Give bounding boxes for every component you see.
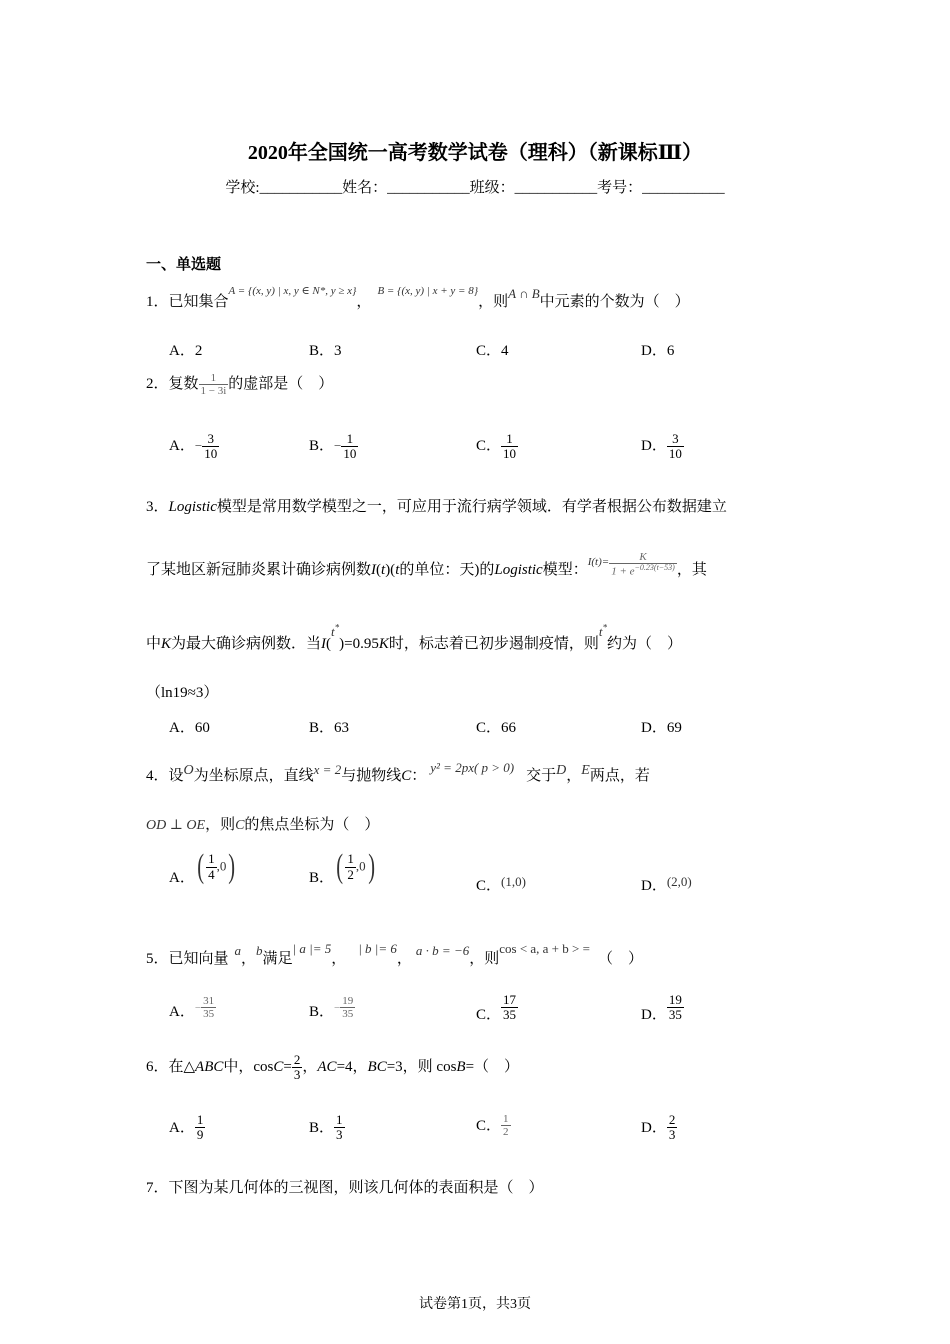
q4-option-b-tail: ,0 [355, 858, 366, 874]
q5-cond-2: | b |= 6 [358, 941, 397, 956]
q4-text-f: ， [566, 768, 582, 784]
q6-angle-c: C [273, 1059, 284, 1076]
q3-var-t: t [381, 561, 386, 578]
q3-logistic-2: Logistic [494, 561, 543, 578]
q6-option-d-num: 2 [668, 1112, 676, 1127]
q3-formula-frac [609, 551, 677, 578]
q5-cos-expr: cos < a, a + b > = [499, 941, 590, 956]
question-6 [146, 1053, 519, 1083]
q2-option-d-label: D． [641, 438, 667, 455]
question-3-line-1 [146, 495, 727, 516]
q3-formula-den [609, 563, 677, 578]
q2-suffix: 的虚部是（ ） [228, 376, 334, 393]
q3-var-t2: t [395, 561, 400, 578]
q2-option-b [309, 432, 358, 462]
q5-cond-1: | a |= 5 [292, 941, 332, 956]
q4-option-a-rparen: ) [228, 848, 236, 885]
q4-text-g: 两点，若 [589, 768, 650, 784]
q4-text-e: 交于 [526, 768, 557, 784]
q3-paren-open-2: ( [326, 636, 332, 652]
q4-text-h: ，则 [205, 817, 236, 833]
q6-frac [292, 1053, 303, 1083]
q4-text-i: 的焦点坐标为（ ） [244, 817, 380, 833]
q5-vector-b: b [256, 943, 263, 958]
q4-option-c [476, 874, 526, 895]
q5-text-g: （ ） [597, 951, 643, 967]
q3-option-a: A．60 [169, 720, 210, 736]
q4-perp: OD ⊥ OE [146, 818, 206, 833]
q4-point-o: O [183, 763, 194, 778]
q4-curve-c2: C [235, 818, 245, 833]
q2-option-c [476, 432, 518, 462]
q2-prefix: 2．复数 [146, 376, 199, 393]
q3-option-c: C．66 [476, 720, 517, 736]
q5-option-a [169, 995, 216, 1020]
q4-option-d [641, 874, 692, 895]
q5-option-d-frac [667, 993, 684, 1023]
q6-option-c-frac [501, 1113, 511, 1138]
q3-line3-text-d: 时，标志着已初步遏制疫情，则 [388, 636, 599, 652]
q6-side-ac: AC [317, 1059, 337, 1076]
q5-option-a-frac [201, 995, 216, 1020]
q3-tstar2-star: * [602, 622, 608, 633]
q3-var-k: K [161, 636, 172, 652]
q3-line2-text-d: ，其 [676, 561, 707, 578]
q4-text-d: ： [411, 768, 427, 784]
q2-option-d-num: 3 [672, 431, 679, 446]
q6-option-d-frac [667, 1113, 678, 1143]
q5-option-a-sign: − [194, 1002, 202, 1015]
q1-set-a: A = {(x, y) | x, y ∈ N*, y ≥ x} [228, 285, 357, 297]
q3-line3-text-b: 为最大确诊病例数．当 [171, 636, 322, 652]
q6-text-e: =4， [336, 1059, 368, 1076]
q3-formula-lhs: I(t)= [587, 555, 610, 568]
q6-side-bc: BC [367, 1059, 387, 1076]
q3-line1-text: 模型是常用数学模型之一，可应用于流行病学领域．有学者根据公布数据建立 [216, 499, 727, 515]
q6-option-a [169, 1113, 205, 1143]
q4-option-a-den: 4 [208, 866, 215, 882]
q6-text-b: 中，cos [223, 1059, 274, 1076]
q4-point-e: E [581, 763, 590, 778]
q4-text-b: 为坐标原点，直线 [193, 768, 314, 784]
q5-option-d [641, 993, 684, 1023]
q5-option-a-num: 31 [203, 995, 215, 1007]
q5-option-b-num: 19 [342, 995, 354, 1007]
q5-option-b-sign: − [334, 1002, 341, 1015]
q6-frac-den: 3 [293, 1067, 301, 1083]
q5-option-d-label: D． [641, 1007, 667, 1024]
q2-frac-den: 1 − 3i [200, 385, 227, 398]
q3-var-i2: I [321, 636, 327, 652]
q6-frac-num: 2 [293, 1052, 301, 1067]
q2-option-a-sign: − [194, 438, 203, 454]
q2-option-b-label: B． [309, 438, 335, 455]
q3-formula-den-base: 1 + e [611, 565, 635, 578]
q4-option-c-value: (1,0) [501, 874, 526, 889]
q1-option-b: B．3 [309, 343, 342, 359]
q5-option-c-label: C． [476, 1007, 502, 1024]
q3-line2-text-c: 模型： [542, 561, 588, 578]
q3-hint: （ln19≈3） [146, 685, 219, 701]
q4-option-d-label: D． [641, 878, 667, 894]
q1-option-c: C．4 [476, 343, 509, 359]
q3-line3-text-a: 中 [146, 636, 162, 652]
q4-option-b [309, 848, 377, 887]
q2-option-b-den: 10 [343, 446, 357, 462]
q6-option-b-den: 3 [336, 1127, 343, 1143]
q5-option-d-den: 35 [668, 1007, 682, 1023]
q2-option-c-den: 10 [503, 446, 517, 462]
student-info-line: 学校:___________姓名：___________班级：___________考号：___________ [225, 180, 725, 196]
q3-tstar-star: * [334, 622, 340, 633]
q4-option-a-tail: ,0 [216, 858, 227, 874]
q1-intersection: A ∩ B [508, 286, 540, 301]
q5-vector-a: a [234, 943, 242, 958]
q1-then: ，则 [478, 294, 509, 310]
q4-parabola-eq: y² = 2px( p > 0) [430, 760, 515, 775]
q4-option-b-frac [345, 852, 356, 882]
question-5 [146, 941, 643, 968]
q5-option-c [476, 993, 518, 1023]
q2-option-b-frac [341, 432, 358, 462]
q6-text-a: 6．在△ [146, 1059, 196, 1076]
question-1 [146, 285, 690, 311]
question-7: 7．下图为某几何体的三视图，则该几何体的表面积是（ ） [146, 1180, 544, 1196]
q5-option-d-num: 19 [668, 992, 682, 1007]
q1-set-b: B = {(x, y) | x + y = 8} [377, 285, 479, 297]
q4-text-c: 与抛物线 [341, 768, 402, 784]
q2-fraction [199, 372, 229, 397]
q6-option-b-label: B． [309, 1120, 335, 1137]
question-4-line-1 [146, 760, 650, 785]
q3-paren-open: ( [376, 561, 382, 578]
q6-option-b-num: 1 [336, 1112, 343, 1127]
q2-option-a-den: 10 [204, 446, 218, 462]
q5-option-c-frac [501, 993, 518, 1023]
q2-option-d-frac [667, 432, 684, 462]
q6-text-g: =（ ） [465, 1059, 520, 1076]
q3-line3-text-e: 约为（ ） [607, 636, 683, 652]
q3-line2-text-a: 了某地区新冠肺炎累计确诊病例数 [146, 561, 372, 578]
q2-option-a-label: A． [169, 438, 195, 455]
q5-option-b-den: 35 [342, 1008, 354, 1021]
q5-text-b: ， [241, 951, 257, 967]
q4-option-b-den: 2 [347, 866, 354, 882]
q2-frac-num: 1 [210, 372, 217, 384]
q4-curve-c: C [401, 768, 412, 784]
question-4-line-2 [146, 813, 379, 834]
q4-point-d: D [556, 763, 567, 778]
q6-option-d-label: D． [641, 1120, 667, 1137]
q5-text-c: 满足 [262, 951, 293, 967]
q4-option-a-frac [206, 852, 217, 882]
q3-var-k2: K [378, 636, 389, 652]
page-title: 2020年全国统一高考数学试卷（理科）（新课标Ⅲ） [247, 142, 703, 164]
q6-option-b [309, 1113, 345, 1143]
q4-option-c-label: C． [476, 878, 502, 894]
q5-cond-3: a · b = −6 [415, 943, 470, 958]
q4-option-b-rparen: ) [367, 848, 375, 885]
q3-line2-text-b: 的单位：天)的 [399, 561, 495, 578]
q3-line3-text-c: )=0.95 [339, 636, 379, 652]
q3-number: 3． [146, 499, 169, 515]
q4-text-a: 4．设 [146, 768, 184, 784]
q5-option-b-label: B． [309, 1004, 335, 1021]
q2-option-a-num: 3 [207, 431, 214, 446]
q6-option-c [476, 1113, 511, 1138]
q4-line-eq: x = 2 [313, 762, 342, 777]
q2-option-d-den: 10 [668, 446, 682, 462]
q6-option-c-label: C． [476, 1118, 502, 1135]
q5-option-b [309, 995, 355, 1020]
q6-option-a-frac [195, 1113, 206, 1143]
q4-option-d-value: (2,0) [666, 874, 692, 889]
q3-logistic: Logistic [168, 499, 217, 515]
q5-text-d: ， [331, 951, 347, 967]
q6-triangle: ABC [195, 1059, 224, 1076]
q6-text-c: = [283, 1059, 292, 1076]
q1-option-d: D．6 [641, 343, 675, 359]
q3-tstar2-t: t [598, 624, 603, 639]
q3-option-b: B．63 [309, 720, 350, 736]
q2-option-b-num: 1 [346, 431, 354, 446]
q3-var-i: I [371, 561, 377, 578]
q4-option-a [169, 848, 238, 887]
section-heading: 一、单选题 [146, 257, 222, 273]
q5-option-c-den: 35 [503, 1007, 517, 1023]
q2-option-a-frac [202, 432, 219, 462]
q6-text-d: ， [302, 1059, 318, 1076]
q4-option-a-lparen: ( [197, 848, 204, 885]
q3-formula-exp: −0.23(t−53) [634, 563, 675, 573]
q4-option-b-label: B． [309, 870, 335, 887]
q2-option-d [641, 432, 684, 462]
q2-option-c-frac [501, 432, 518, 462]
q5-text-e: ， [396, 951, 412, 967]
q6-angle-b: B [456, 1059, 466, 1076]
q4-option-a-num: 1 [208, 851, 215, 867]
q1-suffix: 中元素的个数为（ ） [539, 294, 690, 310]
q6-option-a-label: A． [169, 1120, 195, 1137]
q2-option-b-sign: − [334, 438, 342, 454]
q6-option-b-frac [334, 1113, 345, 1143]
q1-option-a: A．2 [169, 343, 203, 359]
q3-tstar-2 [599, 624, 607, 639]
q4-option-b-num: 1 [347, 851, 354, 867]
q5-option-a-den: 35 [203, 1008, 215, 1021]
q1-comma: ， [356, 294, 372, 310]
q2-option-c-num: 1 [506, 431, 513, 446]
q4-option-a-label: A． [169, 870, 195, 887]
q3-formula-num: K [639, 551, 647, 563]
q6-text-f: =3，则 cos [386, 1059, 457, 1076]
q2-option-a [169, 432, 219, 462]
q6-option-d-den: 3 [668, 1127, 676, 1143]
q3-tstar [331, 624, 339, 639]
q6-option-c-den: 2 [503, 1126, 509, 1139]
q5-option-b-frac [340, 995, 355, 1020]
q3-paren-mid: )( [385, 561, 396, 578]
question-3-line-3 [146, 622, 683, 653]
q4-option-b-lparen: ( [336, 848, 344, 885]
q2-option-c-label: C． [476, 438, 502, 455]
q3-tstar-t: t [331, 624, 335, 639]
q5-option-c-num: 17 [503, 992, 517, 1007]
q6-option-a-num: 1 [196, 1112, 204, 1127]
q5-option-a-label: A． [169, 1004, 195, 1021]
q5-text-a: 5．已知向量 [146, 951, 229, 967]
q1-prefix: 1．已知集合 [146, 294, 229, 310]
question-3-line-2 [146, 551, 707, 584]
q6-option-c-num: 1 [503, 1113, 509, 1125]
q3-option-d: D．69 [641, 720, 682, 736]
question-2 [146, 372, 333, 397]
q5-text-f: ，则 [469, 951, 500, 967]
q6-option-d [641, 1113, 677, 1143]
q6-option-a-den: 9 [196, 1127, 204, 1143]
page-footer: 试卷第1页，共3页 [419, 1297, 531, 1312]
